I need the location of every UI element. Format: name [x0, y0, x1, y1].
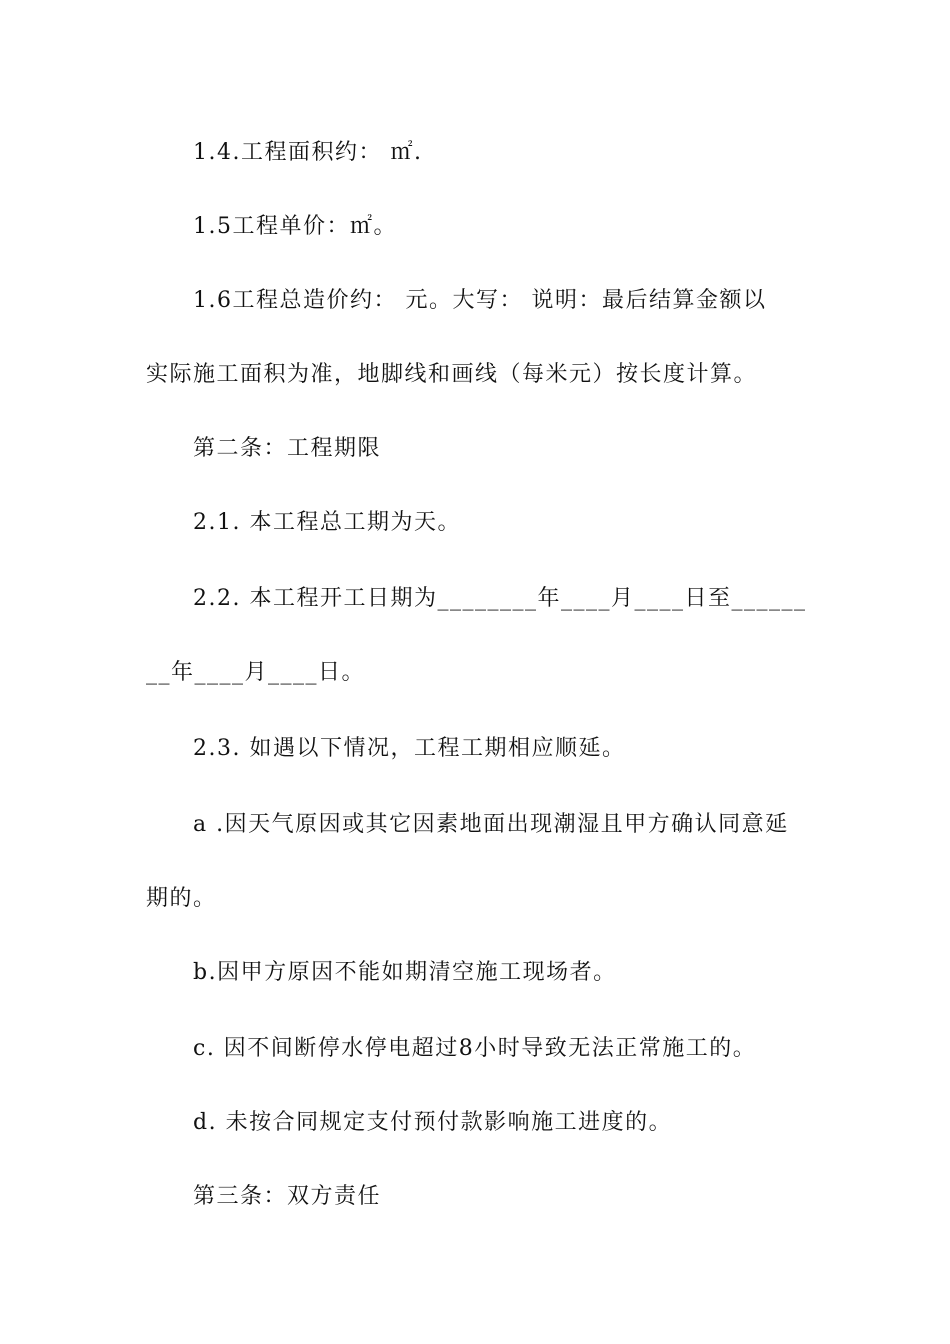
clause-2-1: 2.1. 本工程总工期为天。 — [193, 510, 461, 535]
item-d: d. 未按合同规定支付预付款影响施工进度的。 — [193, 1110, 673, 1135]
clause-2-2: 2.2. 本工程开工日期为________年____月____日至______ — [193, 586, 807, 611]
item-a: a .因天气原因或其它因素地面出现潮湿且甲方确认同意延 — [193, 812, 789, 837]
item-c: c. 因不间断停水停电超过8小时导致无法正常施工的。 — [193, 1036, 757, 1061]
clause-2-3: 2.3. 如遇以下情况，工程工期相应顺延。 — [193, 736, 626, 761]
clause-1-6-continued: 实际施工面积为准，地脚线和画线（每米元）按长度计算。 — [146, 362, 758, 387]
item-b: b.因甲方原因不能如期清空施工现场者。 — [193, 960, 617, 985]
item-a-continued: 期的。 — [146, 886, 217, 911]
clause-2-2-continued: __年____月____日。 — [146, 660, 366, 685]
clause-1-5: 1.5工程单价：㎡。 — [193, 214, 397, 239]
article-3-heading: 第三条：双方责任 — [193, 1184, 382, 1209]
article-2-heading: 第二条：工程期限 — [193, 436, 382, 461]
clause-1-4: 1.4.工程面积约： ㎡. — [193, 140, 423, 165]
clause-1-6: 1.6工程总造价约： 元。大写： 说明：最后结算金额以 — [193, 288, 767, 313]
